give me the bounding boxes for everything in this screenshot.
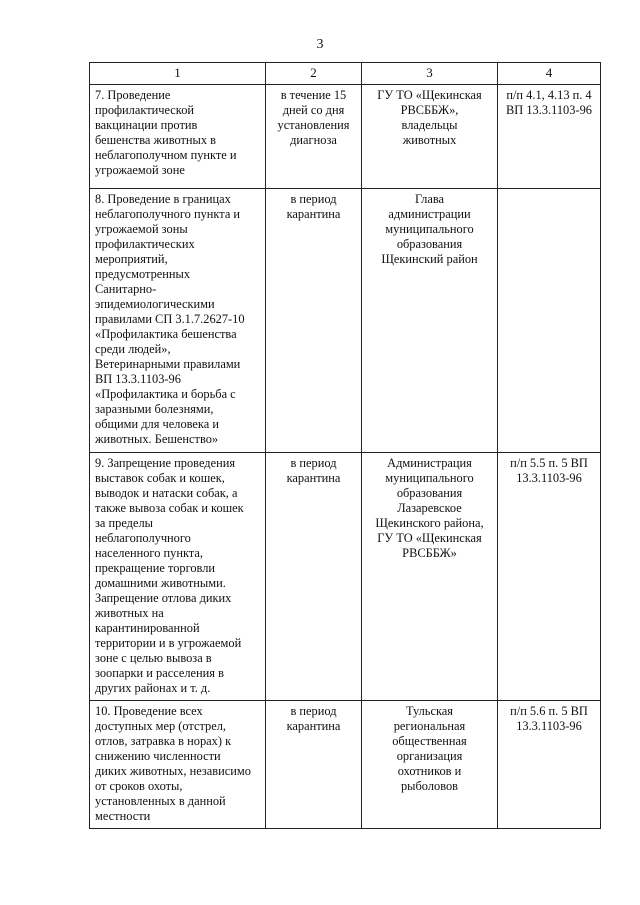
- measure-cell: [90, 453, 266, 701]
- table-row: [90, 701, 601, 829]
- measure-text: 9. Запрещение проведения выставок собак и кошек, выводок и натаски собак, а также вывоза собак и кошек за пределы неблагополучного населенного пункта, прекращение торговли домашними животными. Запрещение отлова диких животных на карантинированной территории и в угрожаемой зоне с целью вывоза в зоопарки и расселения в других районах и т. д.: [95, 456, 244, 695]
- reference-text: п/п 5.6 п. 5 ВП 13.3.1103-96: [510, 704, 588, 733]
- table-header-row: [90, 63, 601, 85]
- deadline-cell: [266, 85, 362, 189]
- responsible-cell: [362, 701, 498, 829]
- measure-text: 10. Проведение всех доступных мер (отстрел, отлов, затравка в норах) к снижению численности диких животных, независимо от сроков охоты, установленных в данной местности: [95, 704, 251, 823]
- measure-cell: [90, 85, 266, 189]
- responsible-text: Тульская региональная общественная организация охотников и рыболовов: [392, 704, 467, 793]
- responsible-text: Администрация муниципального образования Лазаревское Щекинского района, ГУ ТО «Щекинская РВСББЖ»: [375, 456, 484, 560]
- deadline-text: в период карантина: [286, 192, 341, 221]
- responsible-cell: [362, 85, 498, 189]
- table-row: [90, 85, 601, 189]
- reference-cell: [498, 701, 601, 829]
- reference-text: п/п 4.1, 4.13 п. 4 ВП 13.3.1103-96: [506, 88, 592, 117]
- deadline-text: в период карантина: [286, 456, 341, 485]
- deadline-cell: [266, 189, 362, 453]
- header-col-1: 1: [90, 63, 266, 85]
- header-col-4: 4: [498, 63, 601, 85]
- header-col-3: 3: [362, 63, 498, 85]
- measure-text: 7. Проведение профилактической вакцинации против бешенства животных в неблагополучном пункте и угрожаемой зоне: [95, 88, 237, 177]
- header-col-2: 2: [266, 63, 362, 85]
- table-row: [90, 189, 601, 453]
- table-row: [90, 453, 601, 701]
- responsible-text: Глава администрации муниципального образования Щекинский район: [381, 192, 478, 266]
- measure-text: 8. Проведение в границах неблагополучного пункта и угрожаемой зоны профилактических мероприятий, предусмотренных Санитарно- эпидемиологическими правилами СП 3.1.7.2627-10 «Профилактика бешенства среди людей», Ветеринарными правилами ВП 13.3.1103-96 «Профилактика и борьба с заразными болезнями, общими для человека и животных. Бешенство»: [95, 192, 245, 446]
- reference-text: п/п 5.5 п. 5 ВП 13.3.1103-96: [510, 456, 588, 485]
- measure-cell: [90, 701, 266, 829]
- responsible-cell: [362, 189, 498, 453]
- responsible-text: ГУ ТО «Щекинская РВСББЖ», владельцы животных: [377, 88, 482, 147]
- deadline-text: в период карантина: [286, 704, 341, 733]
- deadline-cell: [266, 453, 362, 701]
- reference-cell: [498, 85, 601, 189]
- measures-table: [89, 62, 601, 829]
- measure-cell: [90, 189, 266, 453]
- page-number: 3: [316, 37, 324, 52]
- deadline-cell: [266, 701, 362, 829]
- deadline-text: в течение 15 дней со дня установления диагноза: [277, 88, 350, 147]
- reference-cell: [498, 453, 601, 701]
- reference-cell: [498, 189, 601, 453]
- responsible-cell: [362, 453, 498, 701]
